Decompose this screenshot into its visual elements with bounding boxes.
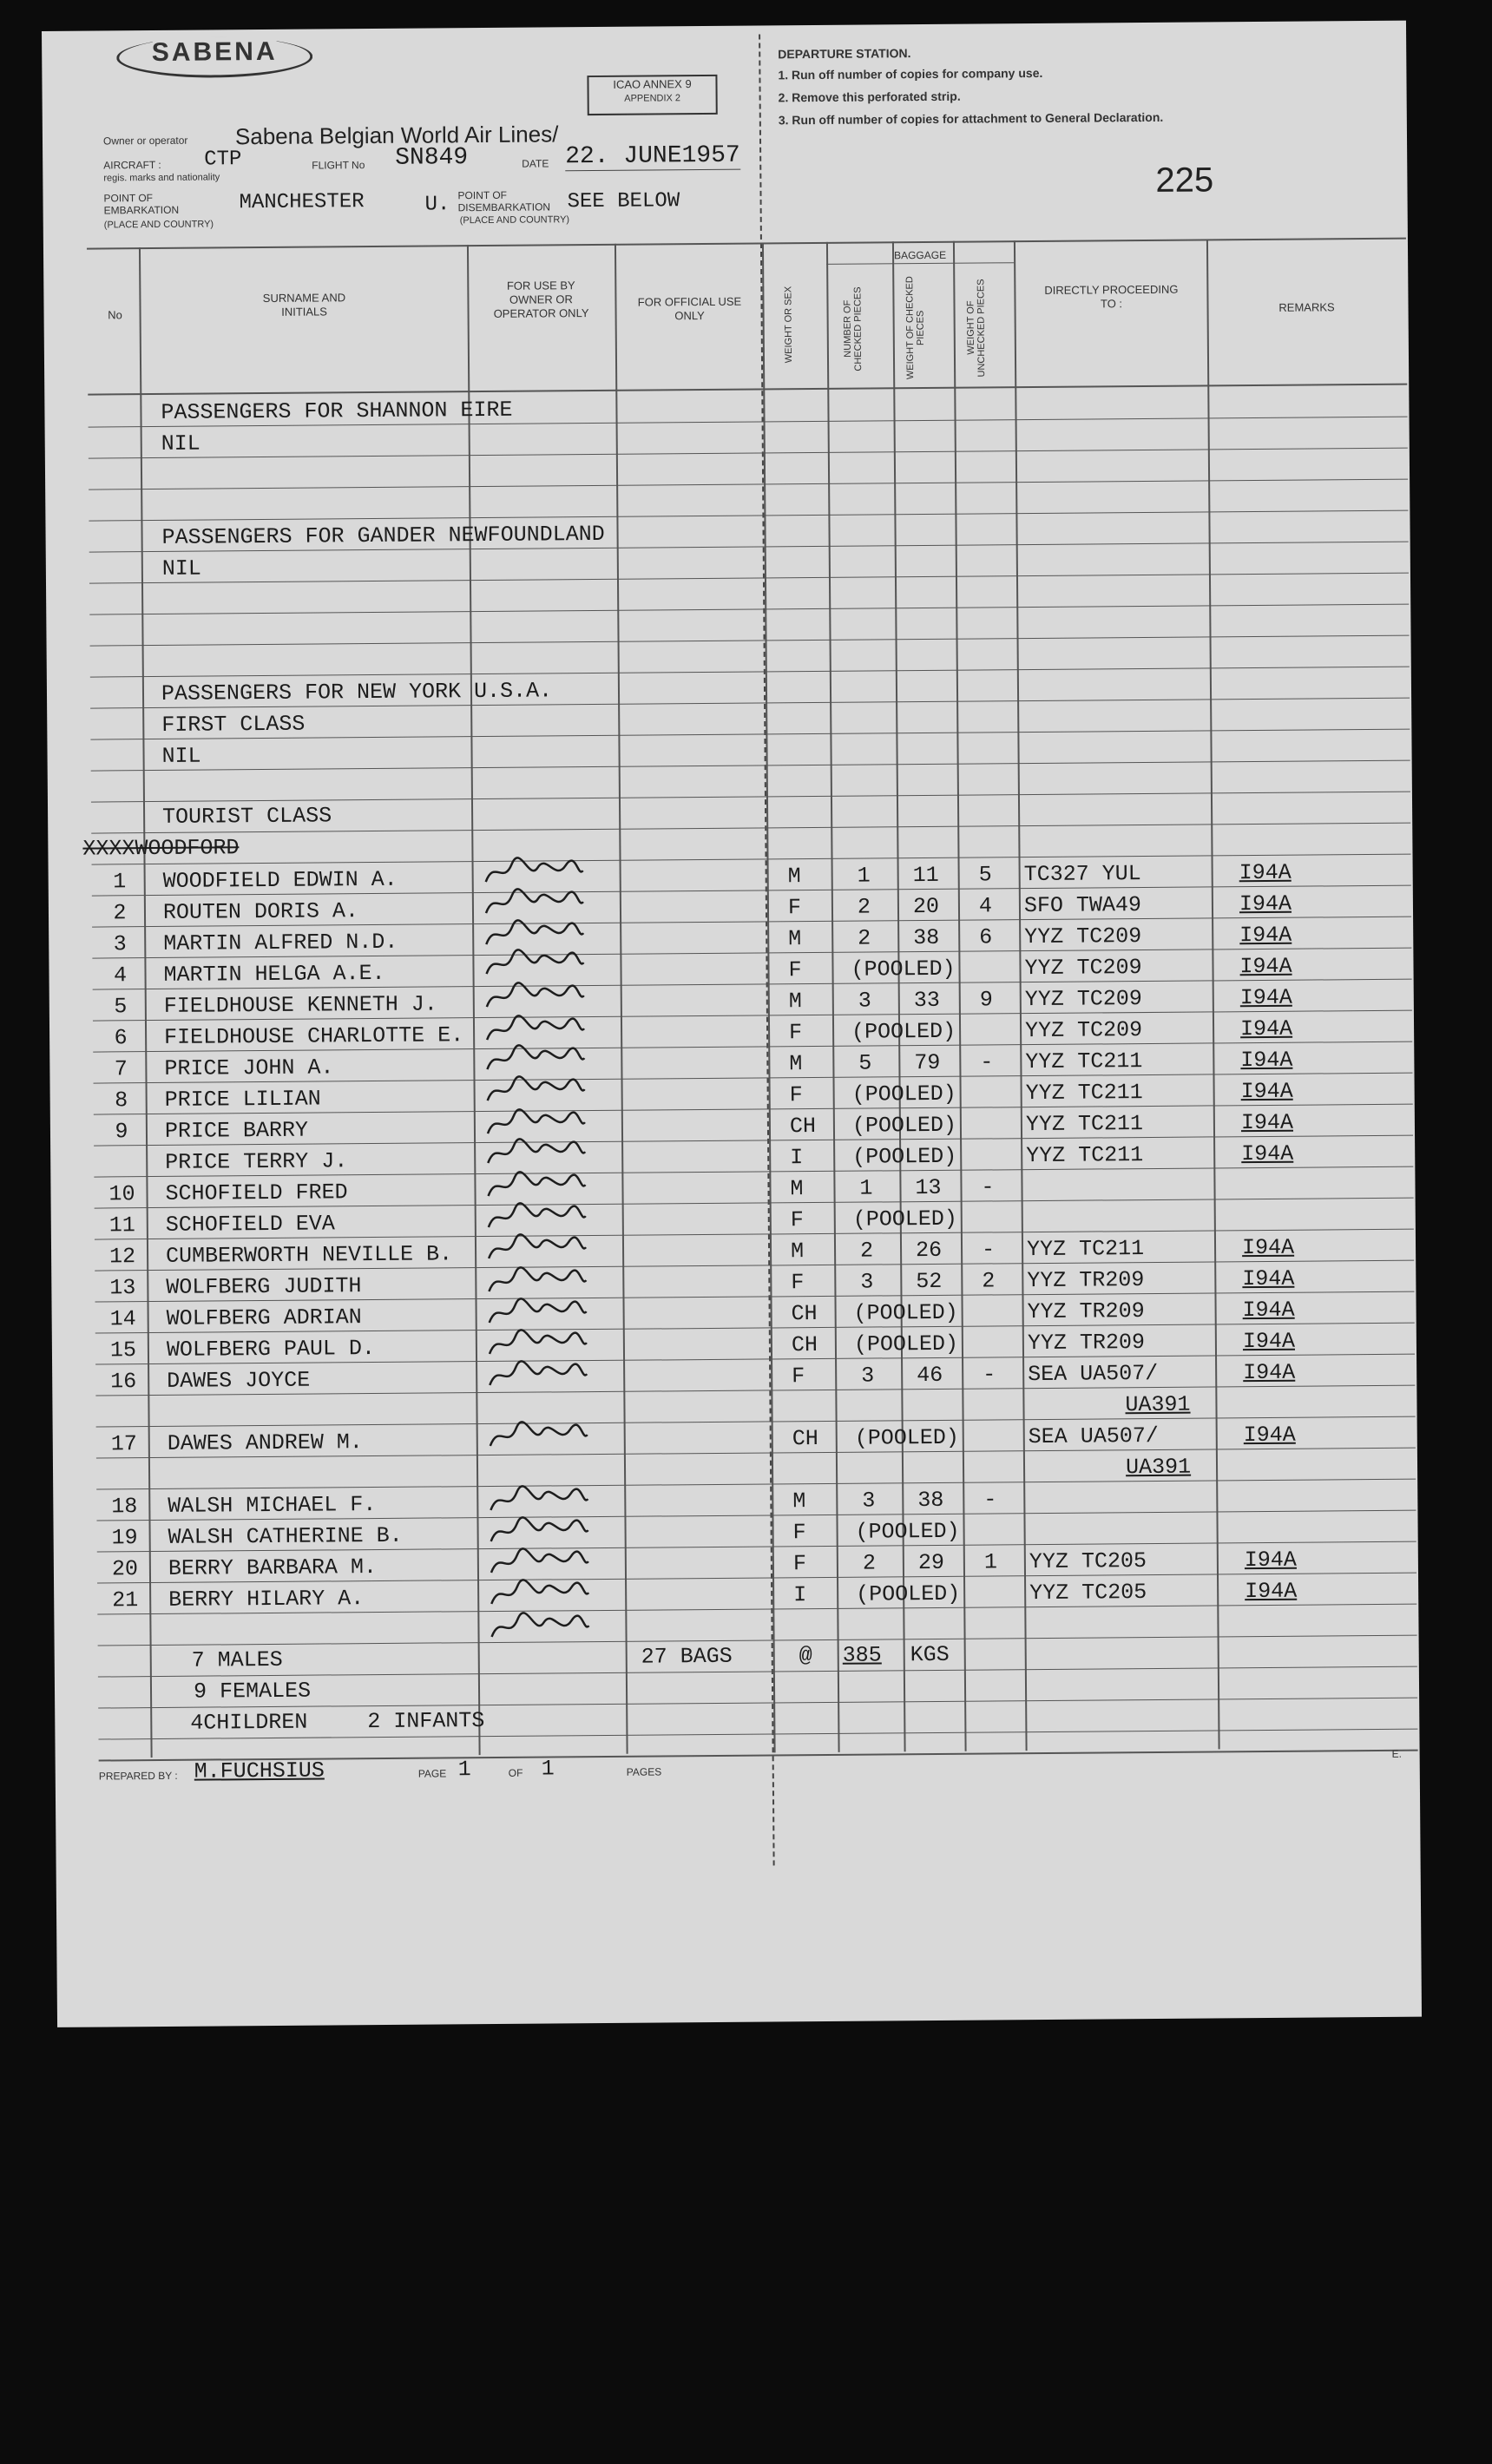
passenger-baggage-pooled: (POOLED) xyxy=(853,1331,959,1357)
date-label: DATE xyxy=(522,157,549,170)
col-proceeding: DIRECTLY PROCEEDING TO : xyxy=(1044,282,1179,311)
corner-mark: E. xyxy=(1391,1747,1403,1760)
passenger-name: PRICE JOHN A. xyxy=(164,1055,334,1081)
passenger-name: WOODFIELD EDWIN A. xyxy=(162,866,398,894)
disembark-sub: (PLACE AND COUNTRY) xyxy=(459,214,570,227)
passenger-name: BERRY BARBARA M. xyxy=(168,1554,378,1581)
passenger-remarks: I94A xyxy=(1242,1265,1295,1292)
passenger-pieces: 2 xyxy=(857,894,871,920)
sheet-number: 225 xyxy=(1155,161,1214,200)
passenger-sex: F xyxy=(792,1520,806,1546)
passenger-baggage-pooled: (POOLED) xyxy=(852,1206,957,1232)
passenger-remarks: I94A xyxy=(1241,1234,1295,1261)
passenger-no: 9 xyxy=(115,1119,128,1145)
passenger-destination: YYZ TC211 xyxy=(1025,1048,1143,1075)
aircraft-sub: regis. marks and nationality xyxy=(103,172,220,184)
passenger-baggage-pooled: (POOLED) xyxy=(851,1112,957,1139)
col-weight-sex: WEIGHT OR SEX xyxy=(783,286,795,364)
passenger-weight: 79 xyxy=(914,1049,941,1076)
departure-item-2: 2. Remove this perforated strip. xyxy=(778,89,961,105)
passenger-sex: M xyxy=(789,1051,803,1077)
total-females: 9 FEMALES xyxy=(193,1678,312,1705)
disembark-label: POINT OF DISEMBARKATION xyxy=(457,188,551,214)
passenger-no: 10 xyxy=(108,1181,135,1207)
passenger-destination: TC327 YUL xyxy=(1023,861,1141,888)
passenger-name: MARTIN HELGA A.E. xyxy=(163,960,385,988)
passenger-remarks: I94A xyxy=(1239,922,1292,949)
embark-sub: (PLACE AND COUNTRY) xyxy=(103,219,214,231)
passenger-remarks: I94A xyxy=(1245,1578,1298,1605)
passenger-sex: F xyxy=(792,1363,805,1390)
passenger-remarks: I94A xyxy=(1239,859,1292,886)
passenger-sex: F xyxy=(789,1082,803,1108)
passenger-no: 6 xyxy=(114,1025,128,1051)
departure-instructions xyxy=(778,40,1386,131)
passenger-name: DAWES ANDREW M. xyxy=(167,1429,363,1456)
disembark-value: SEE BELOW xyxy=(567,189,680,214)
passenger-pieces: 2 xyxy=(862,1550,877,1576)
passenger-no: 13 xyxy=(109,1275,136,1301)
col-baggage: BAGGAGE xyxy=(893,248,947,262)
passenger-remarks: I94A xyxy=(1239,953,1292,980)
col-remarks: REMARKS xyxy=(1278,300,1335,314)
section-first: FIRST CLASS xyxy=(161,711,306,738)
col-owner: FOR USE BY OWNER OR OPERATOR ONLY xyxy=(493,279,589,320)
passenger-baggage-pooled: (POOLED) xyxy=(851,956,956,982)
of-value: 1 xyxy=(541,1756,555,1782)
passenger-name: FIELDHOUSE CHARLOTTE E. xyxy=(163,1022,464,1050)
departure-title: DEPARTURE STATION. xyxy=(778,46,911,62)
passenger-remarks: I94A xyxy=(1239,1015,1293,1042)
passenger-destination: YYZ TC211 xyxy=(1025,1080,1143,1107)
passenger-sex: F xyxy=(787,895,802,921)
section-shannon-nil: NIL xyxy=(161,430,200,457)
section-newyork: PASSENGERS FOR NEW YORK U.S.A. xyxy=(161,678,553,706)
passenger-sex: CH xyxy=(789,1114,817,1140)
aircraft-label: AIRCRAFT : xyxy=(103,158,161,172)
passenger-unchecked: 4 xyxy=(978,893,993,919)
passenger-no: 16 xyxy=(110,1369,137,1395)
sabena-logo: SABENA xyxy=(116,36,312,79)
passenger-baggage-pooled: (POOLED) xyxy=(851,1081,956,1107)
passenger-sex: I xyxy=(793,1582,807,1608)
passenger-name: SCHOFIELD FRED xyxy=(165,1179,348,1206)
page-value: 1 xyxy=(457,1757,471,1783)
passenger-baggage-pooled: (POOLED) xyxy=(854,1424,959,1451)
passenger-unchecked: 1 xyxy=(983,1549,998,1575)
passenger-weight: 11 xyxy=(912,862,939,889)
flight-label: FLIGHT No xyxy=(312,159,365,172)
passenger-no: 11 xyxy=(108,1212,135,1239)
col-wt-checked: WEIGHT OF CHECKED PIECES xyxy=(904,276,926,380)
passenger-no: 19 xyxy=(111,1525,138,1551)
total-kgs-unit: KGS xyxy=(910,1641,950,1668)
passenger-no: 17 xyxy=(110,1431,137,1457)
total-children: 4CHILDREN xyxy=(190,1709,308,1736)
passenger-pieces: 2 xyxy=(859,1238,874,1264)
passenger-unchecked: - xyxy=(983,1362,996,1388)
passenger-no: 7 xyxy=(114,1056,128,1082)
pages-label: PAGES xyxy=(626,1765,662,1778)
col-wt-unchecked: WEIGHT OF UNCHECKED PIECES xyxy=(965,278,988,378)
col-num-checked: NUMBER OF CHECKED PIECES xyxy=(842,286,864,371)
passenger-weight: 38 xyxy=(917,1487,944,1514)
passenger-weight: 26 xyxy=(915,1237,943,1264)
total-at: @ xyxy=(799,1643,812,1669)
passenger-unchecked: 2 xyxy=(982,1268,996,1294)
passenger-pieces: 1 xyxy=(859,1175,873,1201)
embark-value: MANCHESTER xyxy=(239,190,365,215)
passenger-no: 14 xyxy=(109,1306,136,1332)
section-gander-nil: NIL xyxy=(161,555,201,582)
passenger-sex: M xyxy=(788,989,802,1015)
passenger-sex: F xyxy=(790,1207,804,1233)
passenger-destination: YYZ TC209 xyxy=(1024,955,1142,982)
passenger-name: WOLFBERG JUDITH xyxy=(166,1273,362,1300)
passenger-name: PRICE TERRY J. xyxy=(165,1148,348,1175)
passenger-unchecked: - xyxy=(980,1049,994,1075)
col-surname: SURNAME AND INITIALS xyxy=(262,291,346,319)
passenger-pieces: 3 xyxy=(861,1363,875,1389)
section-shannon: PASSENGERS FOR SHANNON EIRE xyxy=(161,397,513,425)
passenger-unchecked: - xyxy=(981,1174,995,1200)
passenger-pieces: 5 xyxy=(858,1050,872,1076)
passenger-baggage-pooled: (POOLED) xyxy=(856,1580,961,1607)
passenger-sex: CH xyxy=(791,1301,818,1327)
page-label: PAGE xyxy=(417,1767,447,1780)
passenger-no: 12 xyxy=(108,1244,136,1270)
passenger-destination: YYZ TC209 xyxy=(1024,986,1142,1013)
passenger-weight: 38 xyxy=(913,924,940,951)
passenger-remarks: I94A xyxy=(1240,1078,1293,1105)
embark-country: U. xyxy=(424,193,450,217)
passenger-sex: M xyxy=(790,1176,804,1202)
passenger-destination: YYZ TC209 xyxy=(1024,923,1142,950)
passenger-remarks: I94A xyxy=(1239,984,1292,1011)
passenger-weight: 52 xyxy=(916,1268,943,1295)
passenger-destination: SEA UA507/ xyxy=(1028,1423,1159,1450)
handwritten-initials-icon xyxy=(488,1610,592,1652)
passenger-weight: 13 xyxy=(915,1174,942,1201)
passenger-baggage-pooled: (POOLED) xyxy=(853,1299,958,1326)
passenger-destination: YYZ TC211 xyxy=(1025,1111,1144,1138)
passenger-name: WALSH MICHAEL F. xyxy=(168,1492,377,1519)
total-males: 7 MALES xyxy=(191,1646,283,1673)
passenger-destination: SEA UA507/ xyxy=(1028,1360,1159,1388)
struck-entry: XXXXWOODFORD xyxy=(82,835,240,862)
passenger-sex: M xyxy=(787,864,801,890)
passenger-sex: F xyxy=(788,1020,803,1046)
prepared-by: M.FUCHSIUS xyxy=(194,1758,325,1784)
manifest-sheet xyxy=(42,21,1422,2027)
passenger-remarks: I94A xyxy=(1242,1297,1295,1324)
passenger-weight: 33 xyxy=(913,987,940,1014)
passenger-destination: YYZ TC211 xyxy=(1026,1236,1145,1263)
col-no: No xyxy=(108,308,122,322)
handwritten-initials-icon xyxy=(486,1358,590,1400)
passenger-name: WALSH CATHERINE B. xyxy=(168,1522,403,1550)
row-rules xyxy=(42,21,1406,31)
passenger-sex: F xyxy=(788,957,802,983)
passenger-weight: 20 xyxy=(912,893,940,920)
passenger-remarks: I94A xyxy=(1243,1422,1296,1449)
passenger-no: 1 xyxy=(113,869,127,895)
total-bags: 27 BAGS xyxy=(641,1643,733,1670)
embark-label: POINT OF EMBARKATION xyxy=(103,192,180,217)
passenger-no: 18 xyxy=(111,1494,138,1520)
passenger-name: PRICE BARRY xyxy=(164,1117,309,1144)
passenger-no: 21 xyxy=(112,1587,139,1613)
passenger-name: ROUTEN DORIS A. xyxy=(162,898,359,925)
passenger-name: BERRY HILARY A. xyxy=(168,1586,365,1613)
total-kgs-value: 385 xyxy=(842,1642,882,1668)
passenger-unchecked: 5 xyxy=(978,862,992,888)
passenger-sex: M xyxy=(790,1239,805,1265)
passenger-destination: YYZ TR209 xyxy=(1027,1267,1145,1294)
passenger-destination: YYZ TC205 xyxy=(1029,1580,1147,1607)
passenger-pieces: 1 xyxy=(857,863,871,889)
passenger-destination-2: UA391 xyxy=(1125,1454,1192,1481)
departure-item-1: 1. Run off number of copies for company use. xyxy=(778,65,1043,82)
passenger-remarks: I94A xyxy=(1240,1047,1293,1074)
passenger-name: DAWES JOYCE xyxy=(167,1367,311,1394)
icao-box xyxy=(587,75,717,115)
handwritten-marks xyxy=(42,21,1406,31)
passenger-baggage-pooled: (POOLED) xyxy=(855,1518,960,1545)
of-label: OF xyxy=(508,1766,523,1779)
passenger-unchecked: - xyxy=(983,1487,997,1513)
icao-line2: APPENDIX 2 xyxy=(624,93,681,104)
passenger-destination: YYZ TR209 xyxy=(1027,1330,1146,1357)
passenger-destination: YYZ TR209 xyxy=(1027,1298,1145,1325)
passenger-name: WOLFBERG PAUL D. xyxy=(166,1336,376,1363)
passenger-name: PRICE LILIAN xyxy=(164,1086,321,1113)
passenger-sex: I xyxy=(790,1145,804,1171)
passenger-no: 4 xyxy=(113,963,128,989)
flight-value: SN849 xyxy=(395,144,469,172)
passenger-name: FIELDHOUSE KENNETH J. xyxy=(163,991,437,1019)
passenger-destination-2: UA391 xyxy=(1125,1391,1191,1418)
passenger-destination: YYZ TC211 xyxy=(1026,1142,1144,1169)
section-gander: PASSENGERS FOR GANDER NEWFOUNDLAND xyxy=(161,521,605,550)
passenger-sex: F xyxy=(791,1270,805,1296)
passenger-unchecked: 6 xyxy=(979,924,993,950)
passenger-unchecked: - xyxy=(981,1237,996,1263)
col-official: FOR OFFICIAL USE ONLY xyxy=(637,294,742,323)
operator-label: Owner or operator xyxy=(102,134,188,148)
passenger-name: SCHOFIELD EVA xyxy=(165,1211,335,1238)
passenger-baggage-pooled: (POOLED) xyxy=(852,1143,957,1170)
handwritten-initials-icon xyxy=(487,1419,591,1461)
passenger-pieces: 2 xyxy=(858,925,871,951)
passenger-no: 15 xyxy=(109,1337,137,1363)
passenger-sex: CH xyxy=(791,1332,818,1358)
passenger-destination: SFO TWA49 xyxy=(1023,892,1142,919)
passenger-no: 5 xyxy=(114,994,128,1020)
section-tourist: TOURIST CLASS xyxy=(162,803,332,830)
passenger-destination: YYZ TC205 xyxy=(1029,1548,1147,1575)
passenger-remarks: I94A xyxy=(1243,1359,1296,1386)
aircraft-value: CTP xyxy=(204,148,242,172)
passenger-weight: 46 xyxy=(917,1362,943,1389)
passenger-remarks: I94A xyxy=(1242,1328,1296,1355)
passenger-no: 20 xyxy=(111,1556,139,1582)
passenger-no: 2 xyxy=(113,900,127,926)
total-infants: 2 INFANTS xyxy=(367,1708,485,1735)
passenger-name: CUMBERWORTH NEVILLE B. xyxy=(165,1241,453,1269)
operator-value: Sabena Belgian World Air Lines/ xyxy=(234,121,559,150)
passenger-pieces: 3 xyxy=(860,1269,874,1295)
passenger-name: MARTIN ALFRED N.D. xyxy=(163,929,398,956)
passenger-sex: M xyxy=(792,1488,806,1515)
passenger-name: WOLFBERG ADRIAN xyxy=(166,1304,362,1331)
passenger-pieces: 3 xyxy=(862,1488,876,1514)
passenger-sex: CH xyxy=(792,1426,818,1452)
passenger-baggage-pooled: (POOLED) xyxy=(851,1018,956,1045)
passenger-sex: M xyxy=(788,926,802,952)
passenger-no: 8 xyxy=(115,1087,128,1114)
passenger-no: 3 xyxy=(113,931,127,957)
passenger-weight: 29 xyxy=(917,1549,945,1576)
passenger-remarks: I94A xyxy=(1240,1109,1294,1136)
date-value: 22. JUNE1957 xyxy=(565,141,740,171)
passenger-pieces: 3 xyxy=(858,988,871,1014)
departure-item-3: 3. Run off number of copies for attachment to General Declaration. xyxy=(778,109,1164,128)
passenger-remarks: I94A xyxy=(1239,890,1292,917)
passenger-remarks: I94A xyxy=(1244,1547,1298,1574)
prepared-label: PREPARED BY : xyxy=(98,1769,178,1783)
passenger-sex: F xyxy=(792,1551,807,1577)
passenger-remarks: I94A xyxy=(1241,1140,1294,1167)
passenger-unchecked: 9 xyxy=(979,987,993,1013)
section-first-nil: NIL xyxy=(161,743,201,769)
passenger-destination: YYZ TC209 xyxy=(1024,1017,1143,1044)
icao-line1: ICAO ANNEX 9 xyxy=(613,77,692,91)
